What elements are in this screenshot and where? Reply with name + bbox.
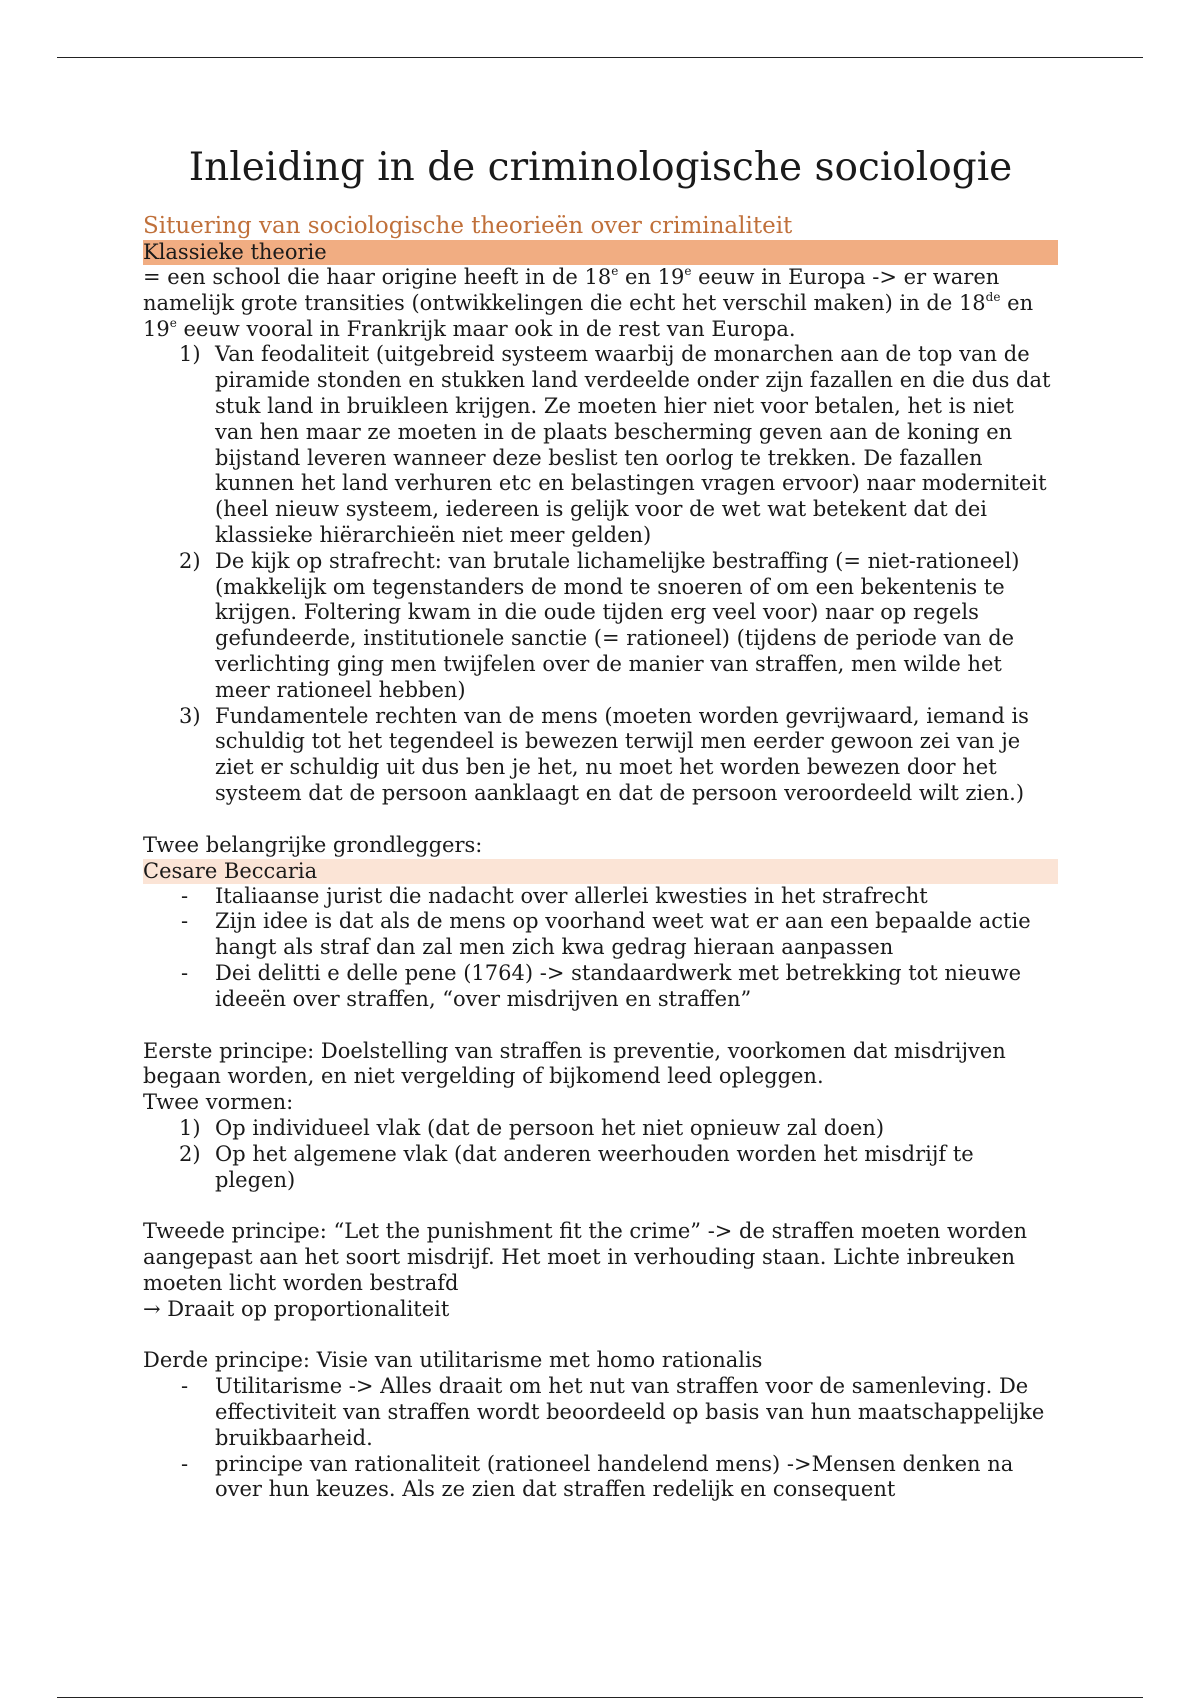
top-rule — [57, 57, 1143, 58]
list-item — [143, 1142, 1058, 1194]
section-heading: Situering van sociologische theorieën over criminaliteit — [143, 213, 793, 239]
principle-1: Eerste principe: Doelstelling van straffen is preventie, voorkomen dat misdrijven begaan worden, en niet vergelding of bijkomend leed opleggen. — [143, 1038, 1006, 1089]
list-marker: 3) — [179, 703, 201, 728]
list-item — [143, 961, 1058, 1013]
list-marker: 2) — [179, 548, 201, 573]
forms-list — [143, 1116, 1058, 1193]
list-item-text: Van feodaliteit (uitgebreid systeem waarbij de monarchen aan de top van de piramide stonden en stukken land verdeelde onder zijn fazallen en die dus dat stuk land in bruikleen krijgen. Ze moeten hier niet voor betalen, het is niet van hen maar ze moeten in de plaats bescherming geven aan de koning en bijstand leveren wanneer deze beslist ten oorlog te trekken. De fazallen kunnen het land verhuren etc en belastingen vragen ervoor) naar moderniteit (heel nieuw systeem, iedereen is gelijk voor de wet wat betekent dat dei klassieke hiërarchieën niet meer gelden) — [215, 342, 1051, 547]
beccaria-list — [143, 884, 1058, 1013]
list-item-text: Dei delitti e delle pene (1764) -> standaardwerk met betrekking tot nieuwe ideeën over straffen, “over misdrijven en straffen” — [215, 960, 1022, 1011]
bullet-marker: - — [181, 1374, 189, 1399]
list-item-text: Fundamentele rechten van de mens (moeten worden gevrijwaard, iemand is schuldig tot het tegendeel is bewezen terwijl men eerder gewoon zei van je ziet er schuldig uit dus ben je het, nu moet het worden bewezen door het systeem dat de persoon aanklaagt en dat de persoon veroordeeld wilt zien.) — [215, 703, 1029, 805]
list-item — [143, 1116, 1058, 1142]
forms-intro: Twee vormen: — [143, 1090, 294, 1115]
list-item — [143, 704, 1058, 807]
principle-3: Derde principe: Visie van utilitarisme met homo rationalis — [143, 1348, 763, 1373]
list-item — [143, 342, 1058, 548]
list-marker: 2) — [179, 1141, 201, 1166]
list-item-text: Utilitarisme -> Alles draait om het nut van straffen voor de samenleving. De effectiviteit van straffen wordt beoordeeld op basis van hun maatschappelijke bruikbaarheid. — [215, 1374, 1045, 1450]
list-item-text: De kijk op strafrecht: van brutale lichamelijke bestraffing (= niet-rationeel) (makkelijk om tegenstanders de mond te snoeren of om een bekentenis te krijgen. Foltering kwam in die oude tijden erg veel voor) naar op regels gefundeerde, institutionele sanctie (= rationeel) (tijdens de periode van de verlichting ging men twijfelen over de manier van straffen, men wilde het meer rationeel hebben) — [215, 548, 1020, 702]
list-item-text: Op individueel vlak (dat de persoon het niet opnieuw zal doen) — [215, 1115, 885, 1140]
list-item — [143, 549, 1058, 704]
principle-2-arrow: → Draait op proportionaliteit — [143, 1296, 450, 1321]
list-marker: 1) — [179, 342, 201, 367]
intro-paragraph: = een school die haar origine heeft in de 18e en 19e eeuw in Europa -> er waren namelijk grote transities (ontwikkelingen die echt het verschil maken) in de 18de en 19e eeuw vooral in Frankrijk maar ook in de rest van Europa. — [143, 264, 1034, 341]
bullet-marker: - — [181, 909, 189, 934]
bottom-rule — [57, 1697, 1143, 1698]
bullet-marker: - — [181, 960, 189, 985]
document-page — [143, 138, 1058, 1503]
list-item-text: Italiaanse jurist die nadacht over allerlei kwesties in het strafrecht — [215, 883, 928, 908]
list-item-text: Op het algemene vlak (dat anderen weerhouden worden het misdrijf te plegen) — [215, 1141, 974, 1192]
subsection-heading-beccaria: Cesare Beccaria — [143, 859, 1058, 884]
list-marker: 1) — [179, 1115, 201, 1140]
list-item — [143, 1452, 1058, 1504]
bullet-marker: - — [181, 883, 189, 908]
principle-3-list — [143, 1374, 1058, 1503]
list-item — [143, 909, 1058, 961]
bullet-marker: - — [181, 1451, 189, 1476]
list-item — [143, 1374, 1058, 1451]
principle-2: Tweede principe: “Let the punishment fit the crime” -> de straffen moeten worden aangepast aan het soort misdrijf. Het moet in verhouding staan. Lichte inbreuken moeten licht worden bestrafd — [143, 1219, 1028, 1295]
founders-intro: Twee belangrijke grondleggers: — [143, 832, 483, 857]
list-item — [143, 884, 1058, 910]
list-item-text: Zijn idee is dat als de mens op voorhand weet wat er aan een bepaalde actie hangt als straf dan zal men zich kwa gedrag hieraan aanpassen — [215, 909, 1031, 960]
list-item-text: principe van rationaliteit (rationeel handelend mens) ->Mensen denken na over hun keuzes. Als ze zien dat straffen redelijk en consequent — [215, 1451, 1014, 1502]
subsection-heading-classic: Klassieke theorie — [143, 240, 1058, 265]
transitions-list — [143, 342, 1058, 806]
document-title: Inleiding in de criminologische sociologie — [188, 145, 1013, 190]
